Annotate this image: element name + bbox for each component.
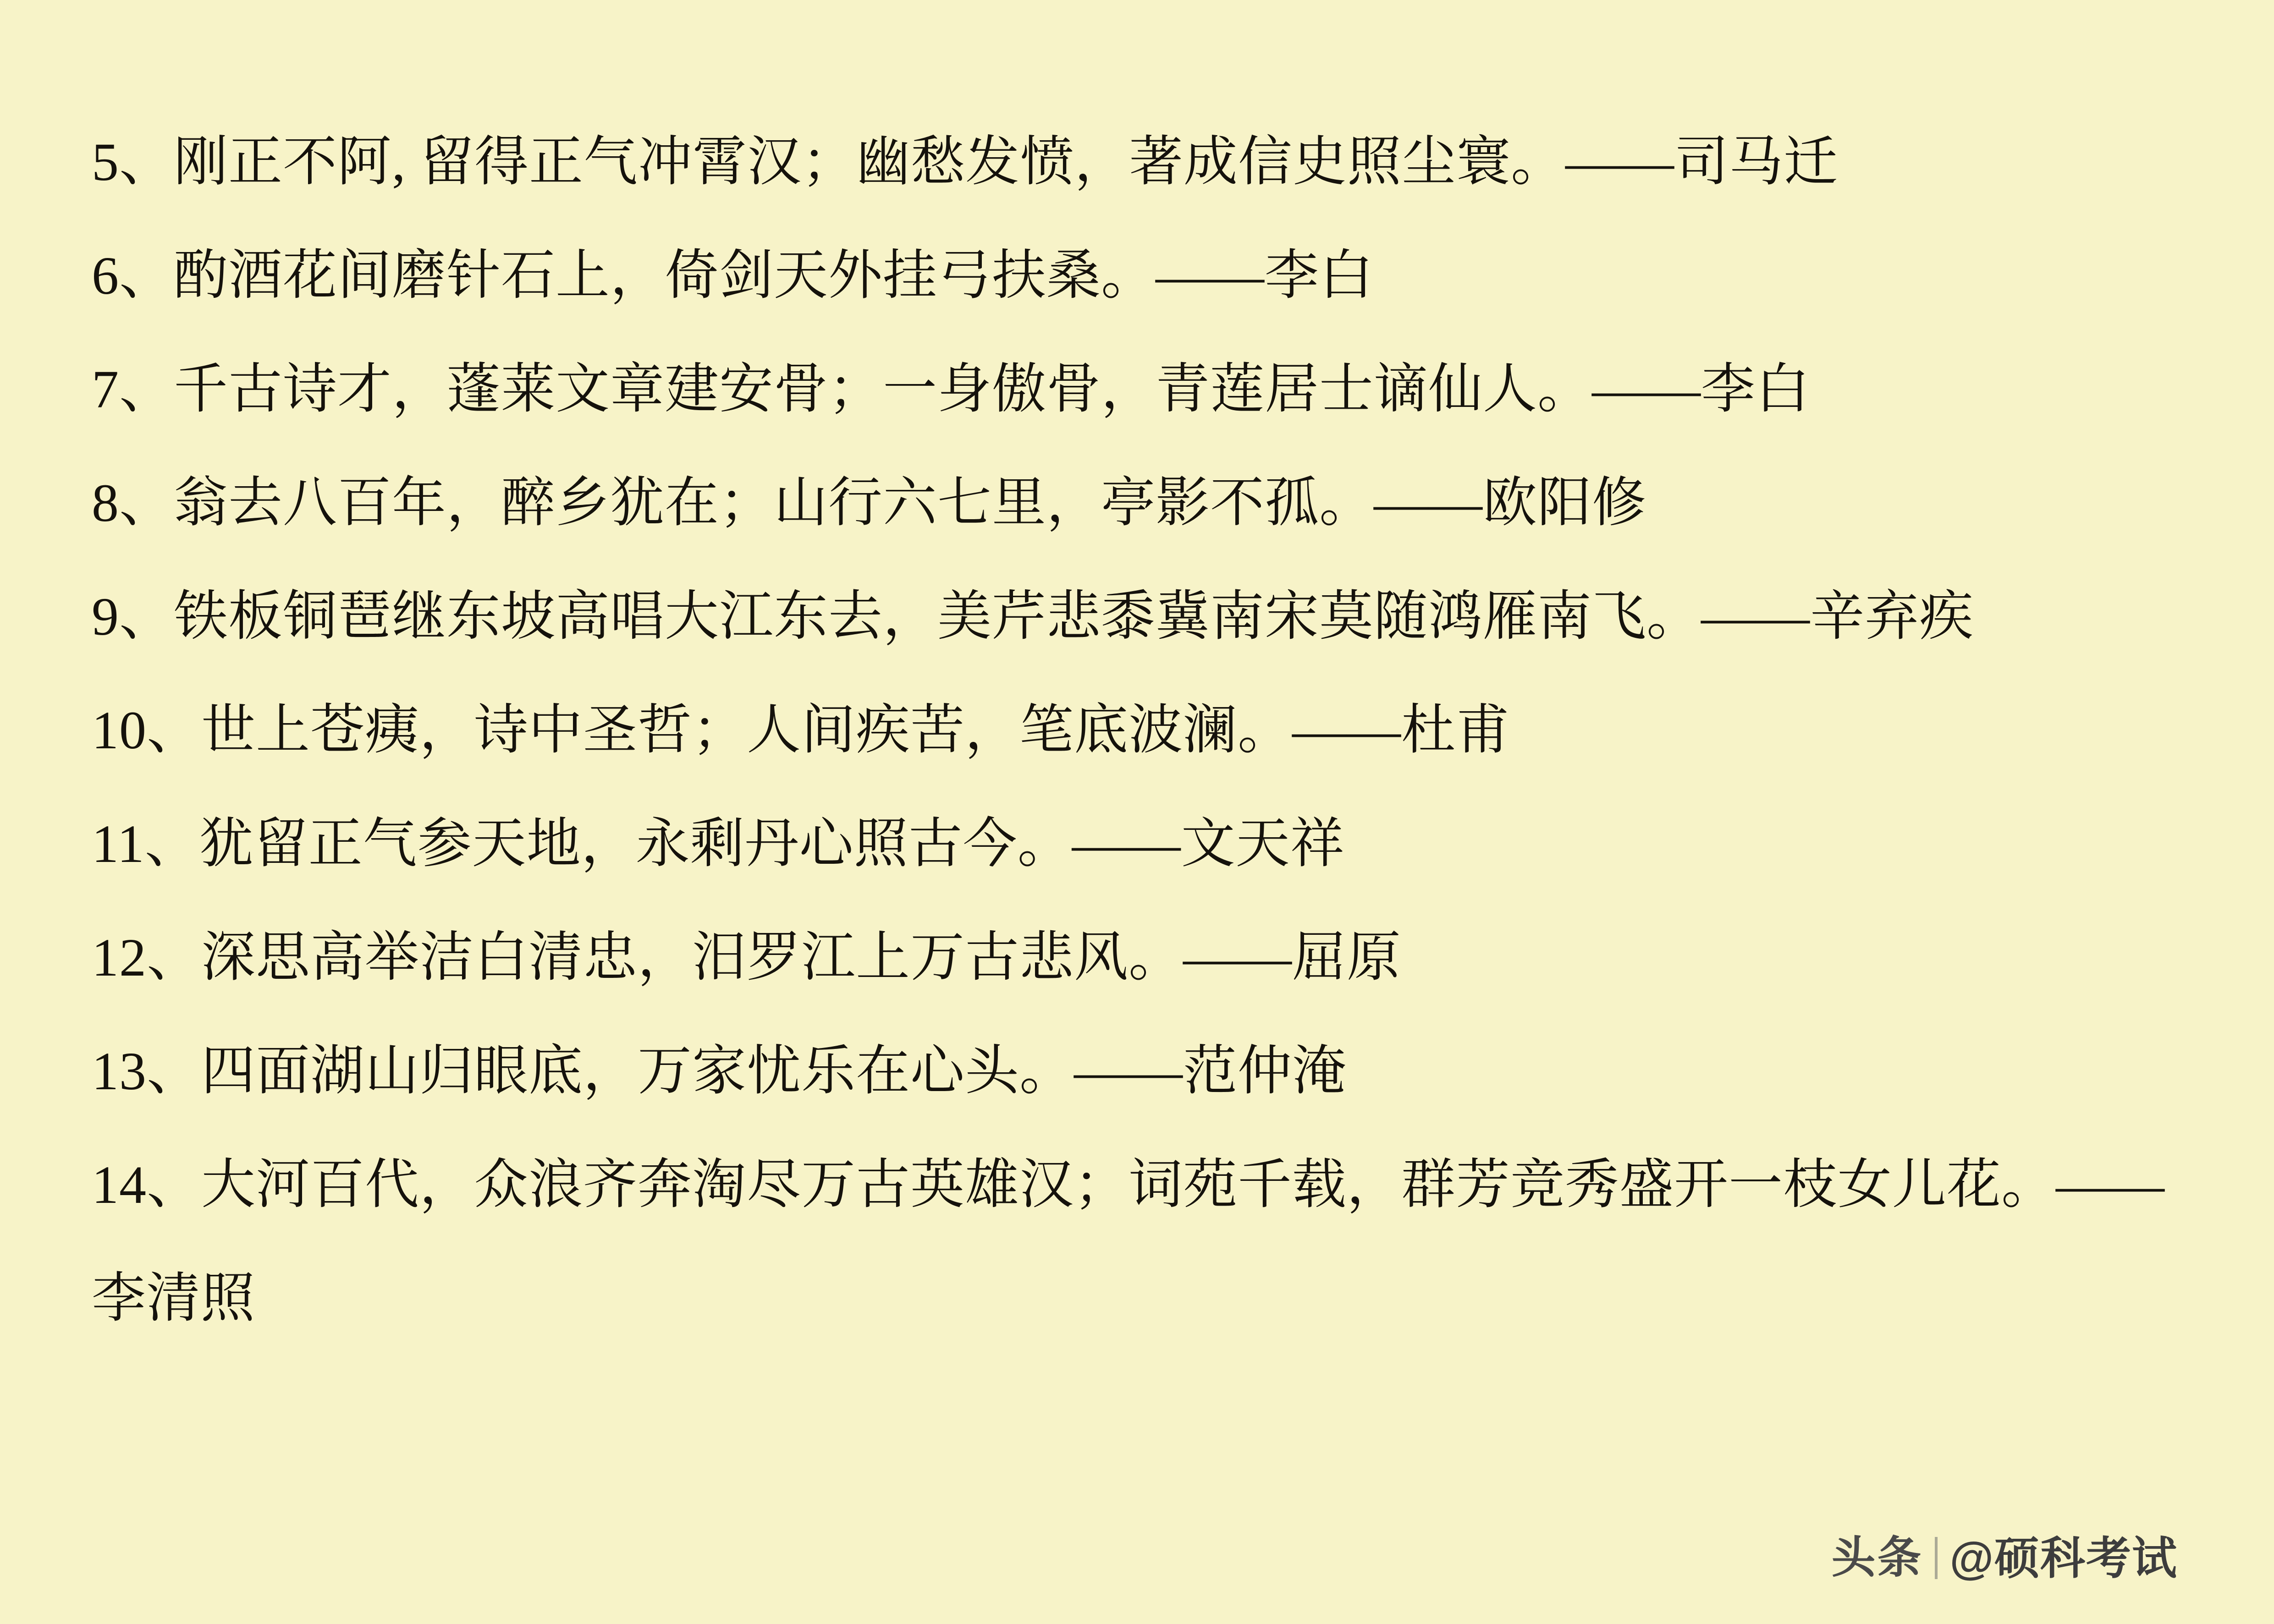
- list-item: 7、千古诗才，蓬莱文章建安骨；一身傲骨，青莲居士谪仙人。——李白: [92, 359, 1811, 419]
- list-item: 11、犹留正气参天地，永剩丹心照古今。——文天祥: [92, 814, 1345, 874]
- watermark-account: @硕科考试: [1949, 1533, 2178, 1583]
- list-item: 9、铁板铜琶继东坡高唱大江东去，美芹悲黍冀南宋莫随鸿雁南飞。——辛弃疾: [92, 587, 1974, 647]
- quote-list: [92, 105, 2191, 1355]
- list-item: 6、酌酒花间磨针石上，倚剑天外挂弓扶桑。——李白: [92, 246, 1374, 306]
- list-item: 5、刚正不阿, 留得正气冲霄汉；幽愁发愤，著成信史照尘寰。——司马迁: [92, 132, 1839, 192]
- list-item: 8、翁去八百年，醉乡犹在；山行六七里，亭影不孤。——欧阳修: [92, 473, 1647, 533]
- list-item: 10、世上苍痍，诗中圣哲；人间疾苦，笔底波澜。——杜甫: [92, 700, 1511, 760]
- list-item: 12、深思高举洁白清忠，汨罗江上万古悲风。——屈原: [92, 927, 1402, 988]
- toutiao-logo-icon: 头条: [1831, 1533, 1923, 1582]
- list-item: 14、大河百代，众浪齐奔淘尽万古英雄汉；词苑千载，群芳竞秀盛开一枝女儿花。——李清照: [92, 1155, 2165, 1328]
- list-item: 13、四面湖山归眼底，万家忧乐在心头。——范仲淹: [92, 1041, 1347, 1101]
- watermark: [1831, 1533, 2178, 1583]
- watermark-divider: [1935, 1537, 1938, 1579]
